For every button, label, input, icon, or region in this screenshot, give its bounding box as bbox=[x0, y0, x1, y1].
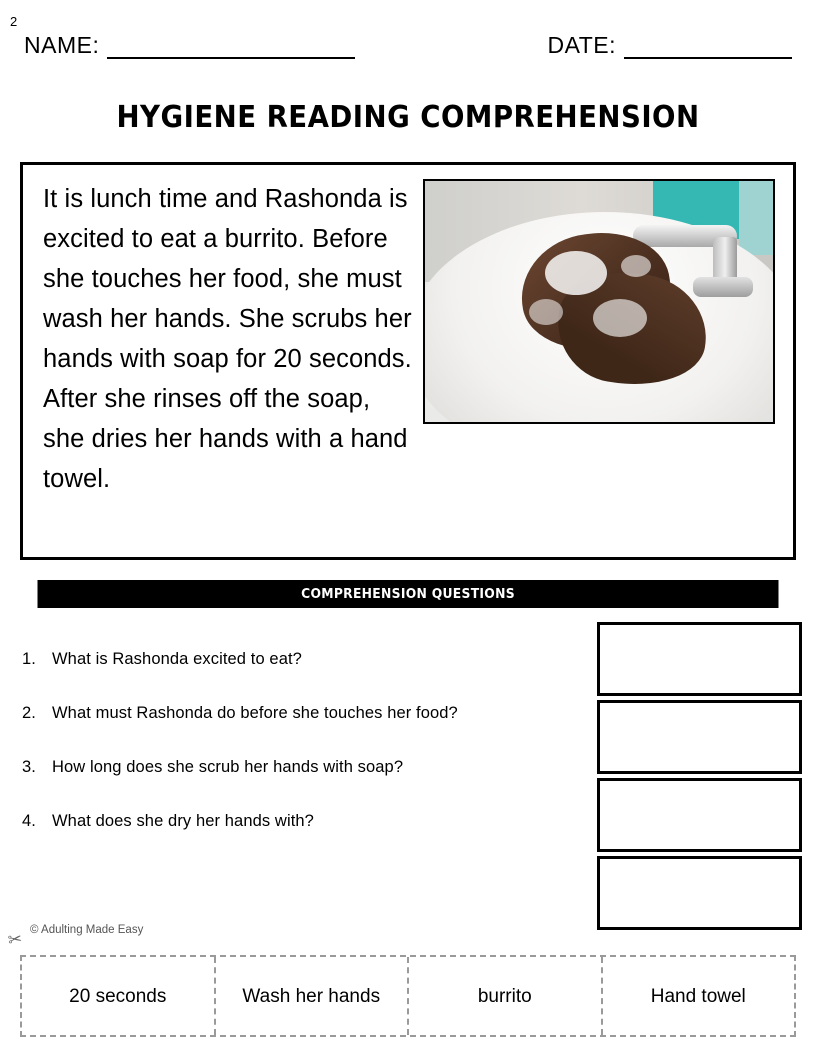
answer-box-4[interactable] bbox=[597, 856, 802, 930]
question-number-2: 2. bbox=[22, 704, 36, 722]
scissors-icon: ✂ bbox=[6, 929, 24, 951]
photo-faucet-base bbox=[693, 277, 753, 297]
answer-box-2[interactable] bbox=[597, 700, 802, 774]
questions-list bbox=[22, 632, 582, 864]
question-item-2 bbox=[22, 702, 582, 724]
photo-suds-2 bbox=[593, 299, 647, 337]
page-title: HYGIENE READING COMPREHENSION bbox=[116, 100, 700, 135]
page-number: 2 bbox=[10, 14, 18, 29]
photo-faucet-neck bbox=[713, 237, 737, 281]
photo-teal-tile-2 bbox=[739, 181, 773, 255]
question-item-3 bbox=[22, 756, 582, 778]
name-field[interactable] bbox=[24, 32, 355, 59]
question-number-4: 4. bbox=[22, 812, 36, 830]
answer-box-1[interactable] bbox=[597, 622, 802, 696]
photo-suds-1 bbox=[545, 251, 607, 295]
answer-box-3[interactable] bbox=[597, 778, 802, 852]
word-bank-item-4[interactable]: Hand towel bbox=[650, 985, 746, 1007]
question-text-1: What is Rashonda excited to eat? bbox=[52, 650, 302, 668]
question-text-4: What does she dry her hands with? bbox=[52, 812, 314, 830]
passage-text: It is lunch time and Rashonda is excited to eat a burrito. Before she touches her food, she must wash her hands. She scrubs her hands with soap for 20 seconds. After she rinses off the soap, she dries her hands with a hand towel. bbox=[43, 185, 412, 493]
date-write-line[interactable] bbox=[624, 37, 792, 59]
date-field[interactable] bbox=[547, 32, 792, 59]
photo-suds-3 bbox=[529, 299, 563, 325]
name-write-line[interactable] bbox=[107, 37, 355, 59]
passage-box bbox=[20, 162, 796, 560]
question-item-4 bbox=[22, 810, 582, 832]
word-bank-item-2[interactable]: Wash her hands bbox=[216, 957, 410, 1035]
question-number-1: 1. bbox=[22, 650, 36, 668]
name-label: NAME: bbox=[24, 32, 100, 58]
question-text-2: What must Rashonda do before she touches her food? bbox=[52, 704, 458, 722]
date-label: DATE: bbox=[547, 32, 616, 58]
section-bar-label: COMPREHENSION QUESTIONS bbox=[301, 586, 515, 602]
section-bar-comprehension-questions bbox=[38, 580, 779, 608]
footer-credit: © Adulting Made Easy bbox=[30, 924, 144, 936]
question-item-1 bbox=[22, 648, 582, 670]
header-fields bbox=[24, 32, 792, 59]
answer-boxes bbox=[597, 622, 802, 934]
word-bank bbox=[20, 955, 796, 1037]
passage-inner bbox=[23, 165, 793, 509]
handwashing-photo bbox=[423, 179, 775, 424]
question-number-3: 3. bbox=[22, 758, 36, 776]
photo-suds-4 bbox=[621, 255, 651, 277]
word-bank-item-1[interactable]: 20 seconds bbox=[22, 957, 216, 1035]
word-bank-item-3[interactable]: burrito bbox=[409, 957, 603, 1035]
question-text-3: How long does she scrub her hands with soap? bbox=[52, 758, 404, 776]
